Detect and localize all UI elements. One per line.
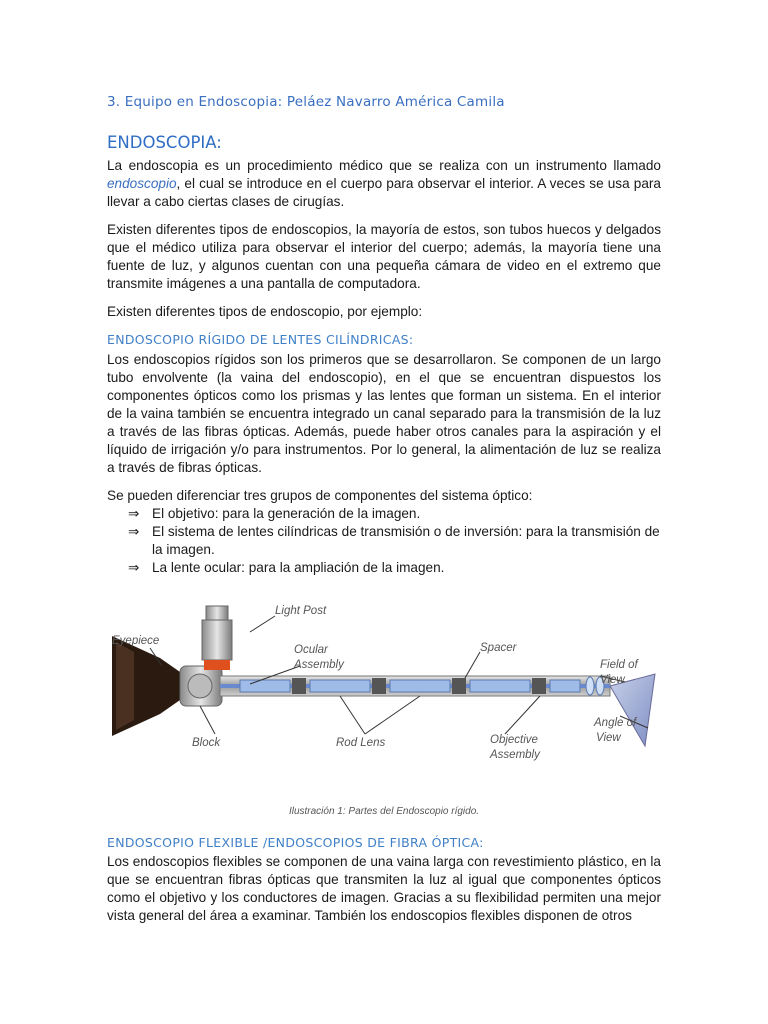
bullet-list [128,505,661,577]
paragraph-examples: Existen diferentes tipos de endoscopio, por ejemplo: [107,304,423,319]
paragraph-types: Existen diferentes tipos de endoscopios, la mayoría de estos, son tubos huecos y delgados que el médico utiliza para observar el interior del cuerpo; además, la mayoría tiene una fuente de luz, y algunos cuentan con una pequeña cámara de video en el extremo que transmite imágenes a una pantalla de computadora. [107,222,661,291]
label-aov-2: View [596,732,621,744]
section-heading-endoscopia: ENDOSCOPIA: [107,133,222,152]
label-objective-2: Assembly [490,749,540,761]
list-item: ⇒ El sistema de lentes cilíndricas de transmisión o de inversión: para la transmisión de la imagen. [128,524,660,557]
label-fov-2: View [600,674,625,686]
label-ocular-2: Assembly [294,659,344,671]
section-heading-rigido: ENDOSCOPIO RÍGIDO DE LENTES CILÍNDRICAS: [107,332,414,347]
label-light-post: Light Post [275,605,327,617]
paragraph-flexible: Los endoscopios flexibles se componen de una vaina larga con revestimiento plástico, en la que se encuentran fibras ópticas que transmiten la luz al igual que componentes ópticos como el objetivo y los conductores de imagen. Gracias a su flexibilidad permiten una mejor vista general del área a examinar. También los endoscopios flexibles disponen de otros [107,854,661,923]
list-item: ⇒ El objetivo: para la generación de la imagen. [128,506,421,521]
paragraph-intro-part2: , el cual se introduce en el cuerpo para observar el interior. A veces se usa para llevar a cabo ciertas clases de cirugías. [107,176,661,209]
paragraph-intro-part1: La endoscopia es un procedimiento médico que se realiza con un instrumento llamado [107,158,661,173]
rigid-endoscope-illustration [100,596,670,776]
paragraph-intro [107,157,661,211]
arrow-icon: ⇒ [128,506,140,521]
label-eyepiece: Eyepiece [112,635,160,647]
label-ocular-1: Ocular [294,644,328,656]
paragraph-rigid: Los endoscopios rígidos son los primeros que se desarrollaron. Se componen de un largo tubo envolvente (la vaina del endoscopio), en el que se encuentran dispuestos los componentes ópticos como los prismas y las lentes que forman un sistema. En el interior de la vaina también se encuentra integrado un canal separado para la transmisión de la luz a través de las fibras ópticas. Además, puede haber otros canales para la aspiración y el líquido de irrigación y/o para instrumentos. Por lo general, la alimentación de luz se realiza a través de fibras ópticas. [107,352,661,475]
label-rod-lens: Rod Lens [336,737,386,749]
list-item: ⇒ La lente ocular: para la ampliación de la imagen. [128,560,445,575]
label-block: Block [192,737,221,749]
light-post-shape [206,606,228,620]
paragraph-components: Se pueden diferenciar tres grupos de componentes del sistema óptico: [107,488,533,503]
arrow-icon: ⇒ [128,560,140,575]
section-heading-flexible: ENDOSCOPIO FLEXIBLE /ENDOSCOPIOS DE FIBRA ÓPTICA: [107,835,484,850]
figure-caption: Ilustración 1: Partes del Endoscopio rígido. [288,806,480,817]
label-objective-1: Objective [490,734,538,746]
label-fov-1: Field of [600,659,638,671]
label-spacer: Spacer [480,642,517,654]
label-aov-1: Angle of [594,717,637,729]
page-header: 3. Equipo en Endoscopia: Peláez Navarro América Camila [107,94,505,110]
arrow-icon: ⇒ [128,524,140,539]
term-endoscopio: endoscopio [107,176,177,191]
